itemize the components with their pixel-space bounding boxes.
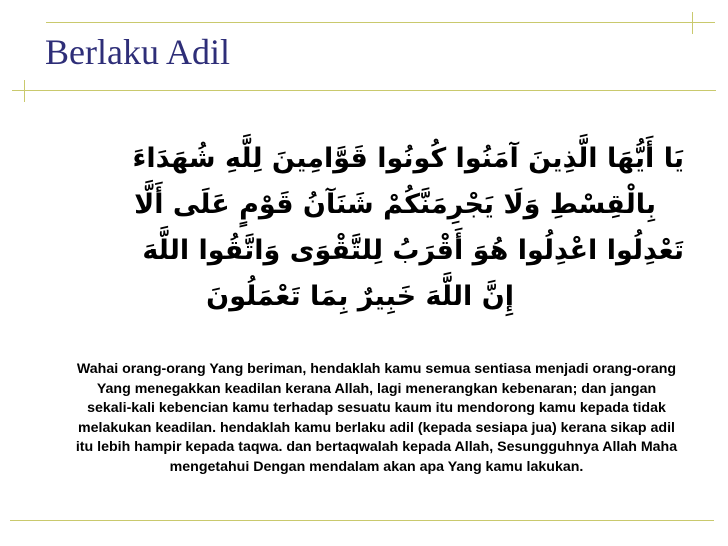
quran-verse <box>44 136 684 320</box>
verse-line: بِالْقِسْطِ وَلَا يَجْرِمَنَّكُمْ شَنَآنُ قَوْمٍ عَلَى أَلَّا <box>134 189 656 220</box>
title-underline-rule <box>12 90 716 91</box>
top-vertical-rule <box>692 12 693 34</box>
slide-title: Berlaku Adil <box>45 32 230 72</box>
top-rule <box>46 22 715 23</box>
verse-line: يَا أَيُّهَا الَّذِينَ آمَنُوا كُونُوا قَوَّامِينَ لِلَّهِ شُهَدَاءَ <box>132 143 684 174</box>
verse-line: تَعْدِلُوا اعْدِلُوا هُوَ أَقْرَبُ لِلتَّقْوَى وَاتَّقُوا اللَّهَ <box>142 235 684 266</box>
bottom-rule <box>10 520 714 521</box>
verse-translation: Wahai orang-orang Yang beriman, hendaklah kamu semua sentiasa menjadi orang-orang Yang menegakkan keadilan kerana Allah, lagi menerangkan kebenaran; dan jangan sekali-kali kebencian kamu terhadap sesuatu kaum itu mendorong kamu kepada tidak melakukan keadilan. hendaklah kamu berlaku adil (kepada sesiapa jua) kerana sikap adil itu lebih hampir kepada taqwa. dan bertaqwalah kepada Allah, Sesungguhnya Allah Maha mengetahui Dengan mendalam akan apa Yang kamu lakukan. <box>75 361 678 475</box>
left-vertical-rule <box>24 80 25 102</box>
verse-line: إِنَّ اللَّهَ خَبِيرٌ بِمَا تَعْمَلُونَ <box>206 281 514 312</box>
